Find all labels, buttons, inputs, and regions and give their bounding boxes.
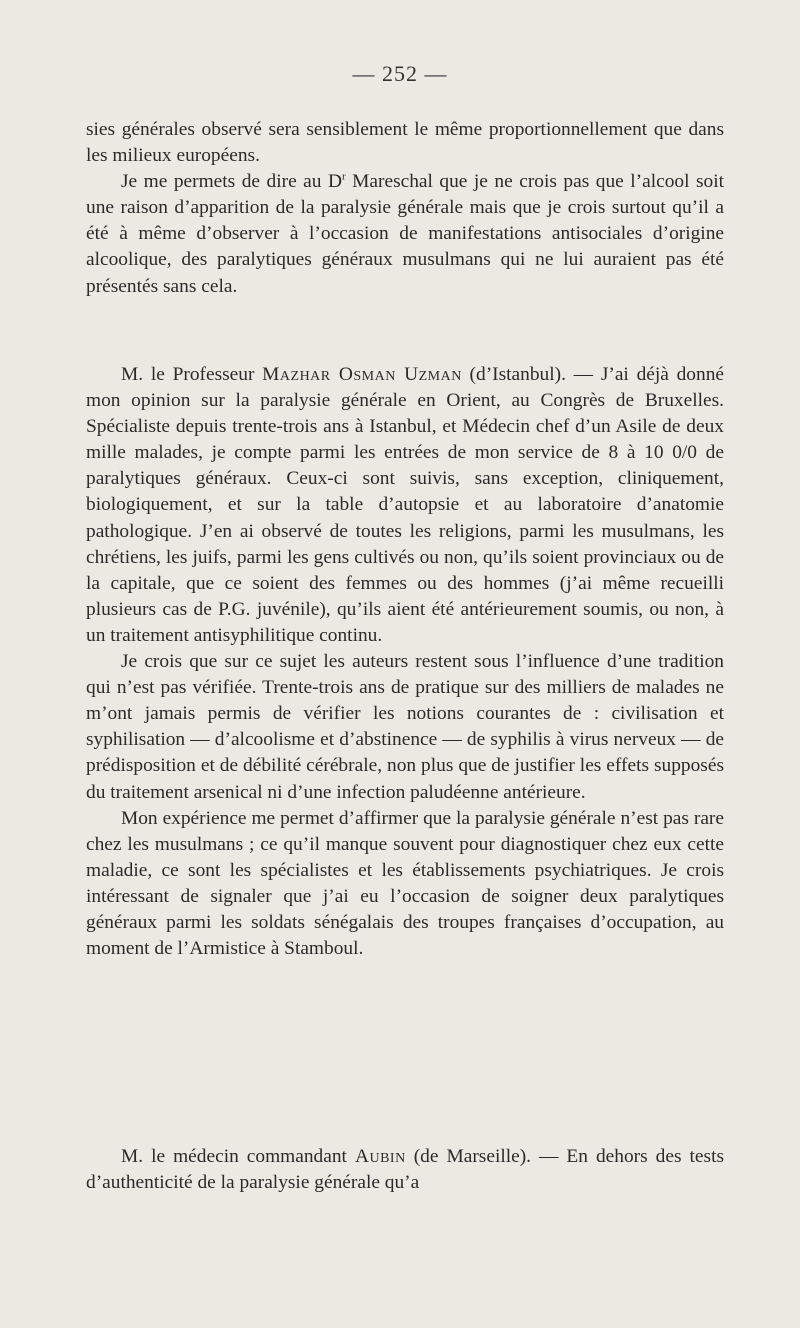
paragraph-aubin-intervention bbox=[86, 1144, 724, 1196]
speaker-name-aubin: Aubin bbox=[354, 1146, 406, 1167]
paragraph-tradition: Je crois que sur ce sujet les auteurs restent sous l’influence d’une tradition qui n’est pas vérifiée. Trente-trois ans de pratique sur des milliers de malades ne m’ont jamais permis de vérifier les notions courantes de : civilisation et syphilisation — d’alcoolisme et d’abstinence — de syphilis à virus nerveux — de prédisposition et de débilité cérébrale, non plus que de justifier les effets supposés du traitement arsenical ni d’une infection paludéenne antérieure. bbox=[86, 651, 724, 803]
speaker-text-aubin: (de Marseille). — En dehors des tests d’authenticité de la paralysie générale qu’a bbox=[86, 1146, 725, 1194]
speaker-text: (d’Istanbul). — J’ai déjà donné mon opinion sur la paralysie générale en Orient, au Congrès de Bruxelles. Spécialiste depuis trente-trois ans à Istanbul, et Médecin chef d’un Asile de deux mille malades, je compte parmi les entrées de mon service de 8 à 10 0/0 de paralytiques généraux. Ceux-ci sont suivis, sans exception, cliniquement, biologiquement, et sur la table d’autopsie et au laboratoire d’anatomie pathologique. J’en ai observé de toutes les religions, parmi les musulmans, les chrétiens, les juifs, parmi les gens cultivés ou non, qu’ils soient provinciaux ou de la capitale, que ce soient des femmes ou des hommes (j’ai même recueilli plusieurs cas de P.G. juvénile), qu’ils aient été antérieurement soumis, ou non, à un traitement antisyphilitique continu. bbox=[86, 364, 724, 646]
paragraph-uzman-intervention bbox=[86, 362, 724, 649]
paragraph-experience: Mon expérience me permet d’affirmer que la paralysie générale n’est pas rare chez les musulmans ; ce qu’il manque souvent pour diagnostiquer chez eux cette maladie, ce sont les spécialistes et les établissements psychiatriques. Je crois intéressant de signaler que j’ai eu l’occasion de soigner deux paralytiques généraux parmi les soldats sénégalais des troupes françaises d’occupation, au moment de l’Armistice à Stamboul. bbox=[86, 807, 724, 960]
text-block-upper bbox=[86, 117, 724, 300]
paragraph-continuation: sies générales observé sera sensiblement le même proportionnellement que dans les milieux européens. bbox=[86, 119, 724, 167]
paragraph-alcohol-start: Je me permets de dire au D bbox=[121, 171, 342, 193]
speaker-name: Mazhar Osman Uzman bbox=[262, 364, 462, 385]
paragraph-alcohol bbox=[86, 169, 724, 299]
speaker-prefix: M. le Professeur bbox=[121, 364, 263, 385]
text-block-lower bbox=[86, 1144, 724, 1196]
text-block-middle bbox=[86, 362, 724, 962]
speaker-prefix-aubin: M. le médecin commandant bbox=[121, 1146, 355, 1167]
page-number: — 252 — bbox=[352, 61, 448, 86]
doctor-abbrev-superscript: r bbox=[341, 170, 346, 183]
paragraph-alcohol-rest: Mareschal que je ne crois pas que l’alcool soit une raison d’apparition de la paralysie générale mais que je crois surtout qu’il a été à même d’observer à l’occasion de manifestations antisociales d’origine alcoolique, des paralytiques généraux musulmans qui ne lui auraient pas été présentés sans cela. bbox=[86, 171, 724, 297]
